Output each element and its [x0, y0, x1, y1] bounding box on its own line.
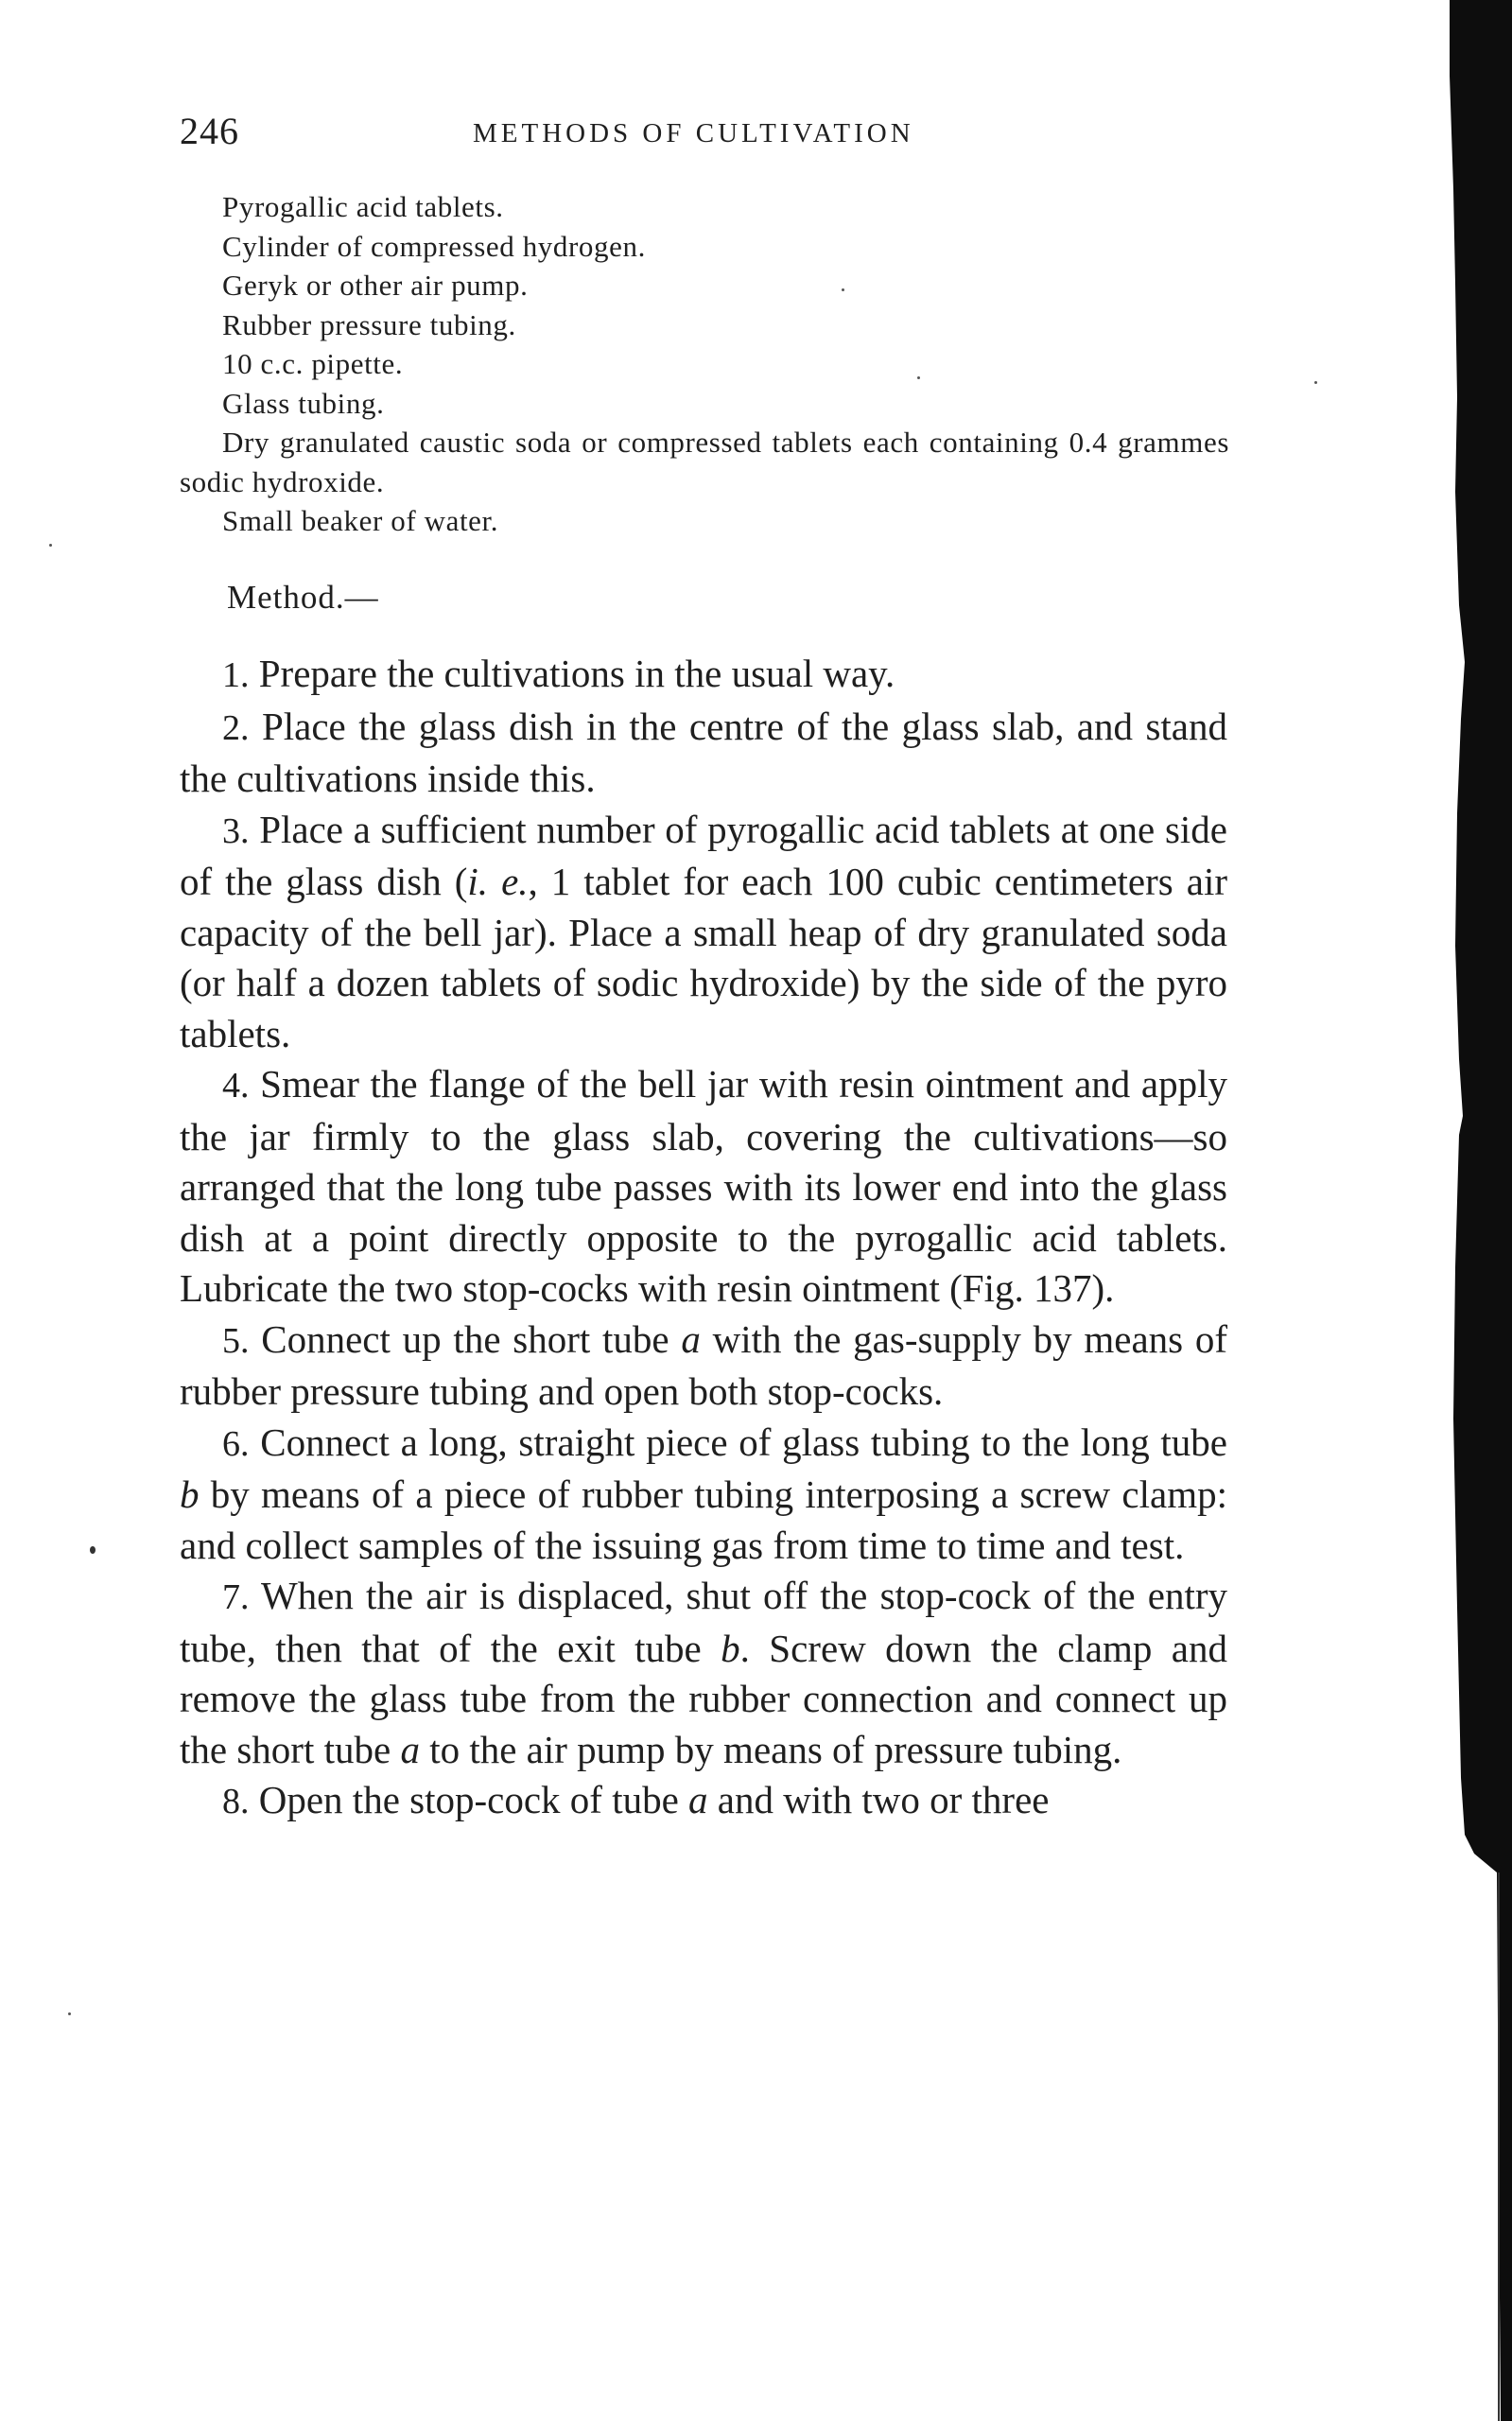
step-text: by means of a piece of rubber tubing interposing a screw clamp: and collect samples of the issuing gas from time to time and test.: [180, 1472, 1227, 1567]
step-text: Connect a long, straight piece of glass tubing to the long tube: [260, 1420, 1228, 1464]
method-step: [180, 649, 1227, 702]
step-text: to the air pump by means of pressure tubing.: [419, 1727, 1122, 1771]
method-step: [180, 702, 1227, 805]
step-text-italic: b: [180, 1472, 200, 1516]
step-number: 6.: [222, 1423, 250, 1464]
step-text: Open the stop-cock of tube: [258, 1778, 689, 1821]
material-item: Cylinder of compressed hydrogen.: [222, 229, 646, 263]
scan-speck: [90, 1546, 96, 1554]
scan-speck: [68, 2012, 71, 2015]
step-text: , 1 tablet for each 100 cubic centimeters air capacity of the bell jar). Place a small heap of dry granulated soda (or half a dozen tablets of sodic hydroxide) by the side of the pyro tablets.: [180, 860, 1227, 1055]
step-number: 1.: [222, 655, 250, 695]
step-text: Smear the flange of the bell jar with resin ointment and apply the jar firmly to the glass slab, covering the cultivations—so arranged that the long tube passes with its lower end into the glass dish at a point directly opposite to the pyrogallic acid tablets. Lubricate the two stop-cocks with resin ointment (Fig. 137).: [180, 1062, 1228, 1310]
step-text: and with two or three: [707, 1778, 1050, 1821]
method-heading: Method.—: [227, 579, 379, 616]
running-head: METHODS OF CULTIVATION: [473, 118, 914, 148]
step-text: When the air is displaced, shut off the stop-cock of the entry tube, then that of the exit tube: [180, 1574, 1227, 1670]
step-text: Place the glass dish in the centre of the glass slab, and stand the cultivations inside this.: [180, 704, 1227, 800]
step-text: Connect up the short tube: [261, 1316, 682, 1361]
step-text-italic: b: [721, 1626, 740, 1670]
step-number: 5.: [222, 1320, 250, 1361]
step-text-italic: i. e.: [467, 860, 529, 903]
scan-speck: [842, 288, 844, 291]
method-step: [180, 1315, 1227, 1418]
step-text: with the gas-supply by means of rubber pressure tubing and open both stop-cocks.: [180, 1316, 1228, 1413]
material-item: Glass tubing.: [222, 386, 385, 420]
scan-speck: [49, 544, 52, 547]
method-step: [180, 1059, 1227, 1315]
method-step: [180, 1571, 1227, 1775]
method-step: [180, 1418, 1227, 1572]
step-text: Place a sufficient number of pyrogallic acid tablets at one side of the glass dish (: [180, 807, 1227, 903]
materials-list: [180, 187, 1229, 541]
scan-edge-shadow: [1436, 0, 1512, 2421]
method-steps: [180, 649, 1227, 1828]
step-text: . Screw down the clamp and remove the glass tube from the rubber connection and connect up the short tube: [180, 1626, 1228, 1771]
method-step: [180, 805, 1227, 1060]
step-number: 3.: [222, 810, 250, 851]
material-item: Small beaker of water.: [222, 504, 499, 537]
material-item: Pyrogallic acid tablets.: [222, 190, 504, 223]
step-number: 2.: [222, 707, 250, 748]
material-item: Rubber pressure tubing.: [222, 307, 516, 341]
material-item: 10 c.c. pipette.: [222, 347, 404, 380]
step-number: 8.: [222, 1782, 250, 1821]
step-text-italic: a: [688, 1778, 708, 1821]
step-number: 7.: [222, 1577, 250, 1617]
method-step: [180, 1775, 1227, 1828]
material-item: Dry granulated caustic soda or compressed tablets each containing 0.4 grammes sodic hydroxide.: [180, 426, 1229, 498]
scan-speck: [917, 376, 920, 379]
step-text: Prepare the cultivations in the usual way.: [258, 652, 895, 695]
step-text-italic: a: [681, 1316, 701, 1361]
step-text-italic: a: [400, 1727, 420, 1771]
step-number: 4.: [222, 1066, 250, 1106]
page-number: 246: [180, 110, 239, 152]
material-item: Geryk or other air pump.: [222, 269, 529, 302]
scan-speck: [1314, 381, 1317, 384]
